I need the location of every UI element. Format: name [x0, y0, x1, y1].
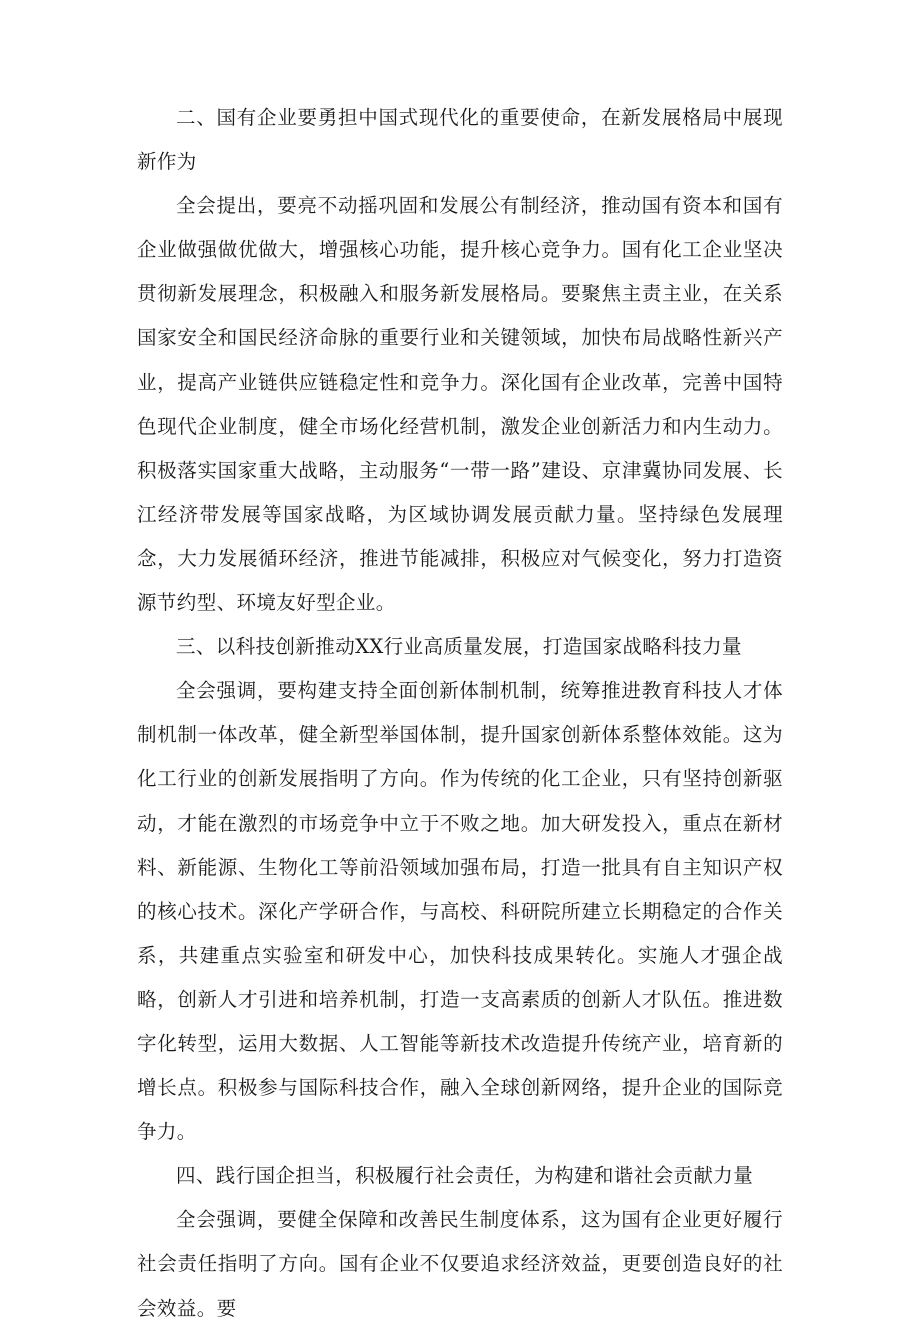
section-heading-3: 三、以科技创新推动XX行业高质量发展，打造国家战略科技力量: [176, 635, 742, 659]
section-heading-2: 二、国有企业要勇担中国式现代化的重要使命，在新发展格局中展现新作为: [137, 106, 783, 174]
body-paragraph-3: 全会强调，要构建支持全面创新体制机制，统筹推进教育科技人才体制机制一体改革，健全新型举国体制，提升国家创新体系整体效能。这为化工行业的创新发展指明了方向。作为传统的化工企业，只有坚持创新驱动，才能在激烈的市场竞争中立于不败之地。加大研发投入，重点在新材料、新能源、生物化工等前沿领域加强布局，打造一批具有自主知识产权的核心技术。深化产学研合作，与高校、科研院所建立长期稳定的合作关系，共建重点实验室和研发中心，加快科技成果转化。实施人才强企战略，创新人才引进和培养机制，打造一支高素质的创新人才队伍。推进数字化转型，运用大数据、人工智能等新技术改造提升传统产业，培育新的增长点。积极参与国际科技合作，融入全球创新网络，提升企业的国际竞争力。: [137, 679, 783, 1144]
body-paragraph-2: 全会提出，要亮不动摇巩固和发展公有制经济，推动国有资本和国有企业做强做优做大，增强核心功能，提升核心竞争力。国有化工企业坚决贯彻新发展理念，积极融入和服务新发展格局。要聚焦主责主业，在关系国家安全和国民经济命脉的重要行业和关键领域，加快布局战略性新兴产业，提高产业链供应链稳定性和竞争力。深化国有企业改革，完善中国特色现代企业制度，健全市场化经营机制，激发企业创新活力和内生动力。积极落实国家重大战略，主动服务“一带一路”建设、京津冀协同发展、长江经济带发展等国家战略，为区域协调发展贡献力量。坚持绿色发展理念，大力发展循环经济，推进节能减排，积极应对气候变化，努力打造资源节约型、环境友好型企业。: [137, 194, 783, 615]
section-heading-4: 四、践行国企担当，积极履行社会责任，为构建和谐社会贡献力量: [176, 1164, 754, 1188]
document-page: [137, 96, 783, 1331]
body-paragraph-4: 全会强调，要健全保障和改善民生制度体系，这为国有企业更好履行社会责任指明了方向。国有企业不仅要追求经济效益，更要创造良好的社会效益。要: [137, 1208, 783, 1320]
